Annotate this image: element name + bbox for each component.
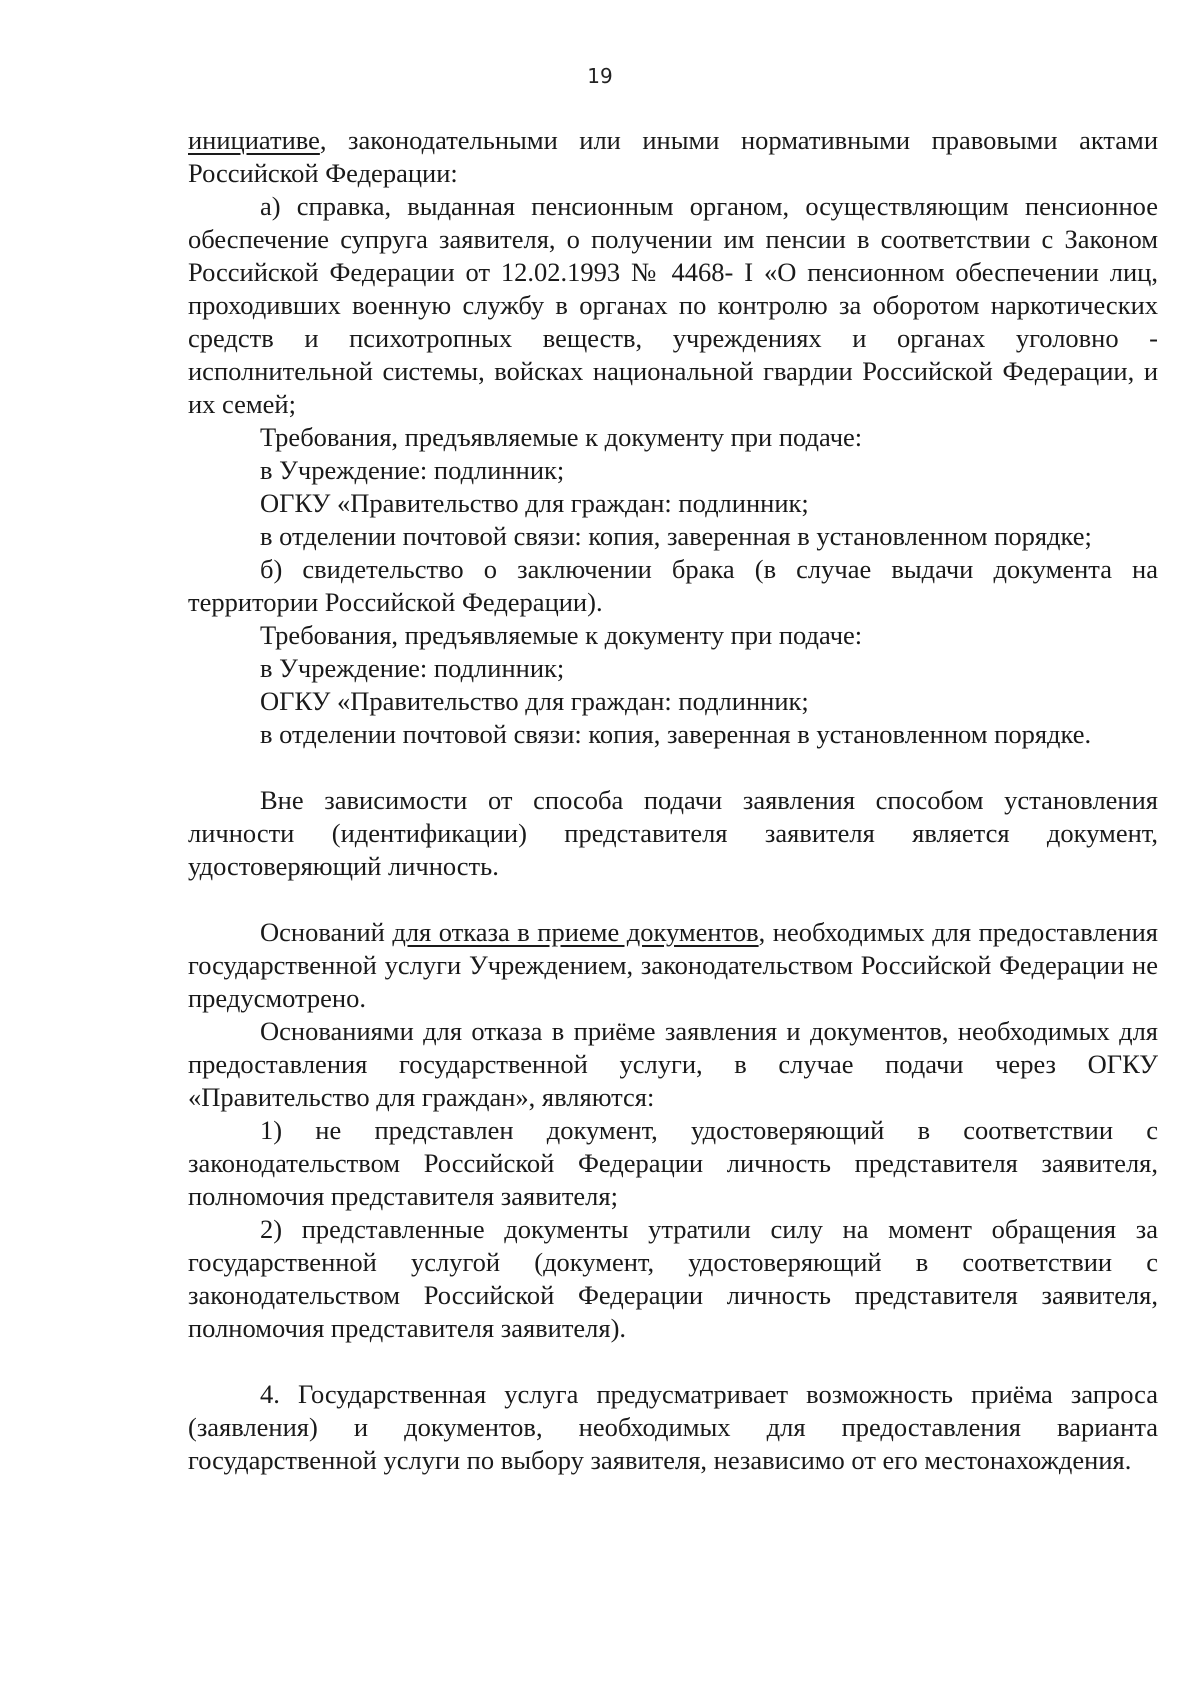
paragraph-ground-1: 1) не представлен документ, удостоверяющий в соответствии с законодательством Российской Федерации личность представителя заявителя, полномочия представителя заявителя;: [188, 1115, 1158, 1211]
underlined-word: инициативе: [188, 125, 320, 155]
paragraph-post-office: в отделении почтовой связи: копия, заверенная в установленном порядке;: [260, 521, 1092, 551]
paragraph-continuation: [188, 124, 1158, 190]
document-body: [188, 124, 1158, 1477]
underlined-phrase: для отказа в приеме документов: [392, 917, 759, 947]
paragraph-text: , законодательными или иными нормативными правовыми актами Российской Федерации:: [188, 125, 1158, 188]
paragraph-ogku-2: ОГКУ «Правительство для граждан: подлинник;: [260, 686, 809, 716]
paragraph-refusal-ogku: Основаниями для отказа в приёме заявления и документов, необходимых для предоставления государственной услуги, в случае подачи через ОГКУ «Правительство для граждан», являются:: [188, 1016, 1158, 1112]
paragraph-ogku: ОГКУ «Правительство для граждан: подлинник;: [260, 488, 809, 518]
paragraph-item-b: б) свидетельство о заключении брака (в случае выдачи документа на территории Российской Федерации).: [188, 554, 1158, 617]
paragraph-ground-2: 2) представленные документы утратили силу на момент обращения за государственной услугой (документ, удостоверяющий в соответствии с законодательством Российской Федерации личность представителя заявителя, полномочия представителя заявителя).: [188, 1214, 1158, 1343]
paragraph-requirements: Требования, предъявляемые к документу при подаче:: [260, 422, 863, 452]
paragraph-institution-2: в Учреждение: подлинник;: [260, 653, 565, 683]
paragraph-refusal-grounds: [188, 916, 1158, 1015]
paragraph-requirements-2: Требования, предъявляемые к документу при подаче:: [260, 620, 863, 650]
paragraph-item-a: а) справка, выданная пенсионным органом, осуществляющим пенсионное обеспечение супруга заявителя, о получении им пенсии в соответствии с Законом Российской Федерации от 12.02.1993 № 4468- I «О пенсионном обеспечении лиц, проходивших военную службу в органах по контролю за оборотом наркотических средств и психотропных веществ, учреждениях и органах уголовно - исполнительной системы, войсках национальной гвардии Российской Федерации, и их семей;: [188, 191, 1158, 419]
paragraph-institution: в Учреждение: подлинник;: [260, 455, 565, 485]
page-number: 19: [587, 64, 613, 88]
paragraph-identification: Вне зависимости от способа подачи заявления способом установления личности (идентификации) представителя заявителя является документ, удостоверяющий личность.: [188, 785, 1158, 881]
paragraph-text: Оснований: [260, 917, 393, 947]
paragraph-text: , необходимых для предоставления государственной услуги Учреждением, законодательством Российской Федерации не предусмотрено.: [188, 917, 1158, 1013]
paragraph-section-4: 4. Государственная услуга предусматривает возможность приёма запроса (заявления) и документов, необходимых для предоставления варианта государственной услуги по выбору заявителя, независимо от его местонахождения.: [188, 1379, 1158, 1475]
paragraph-post-office-2: в отделении почтовой связи: копия, заверенная в установленном порядке.: [260, 719, 1092, 749]
